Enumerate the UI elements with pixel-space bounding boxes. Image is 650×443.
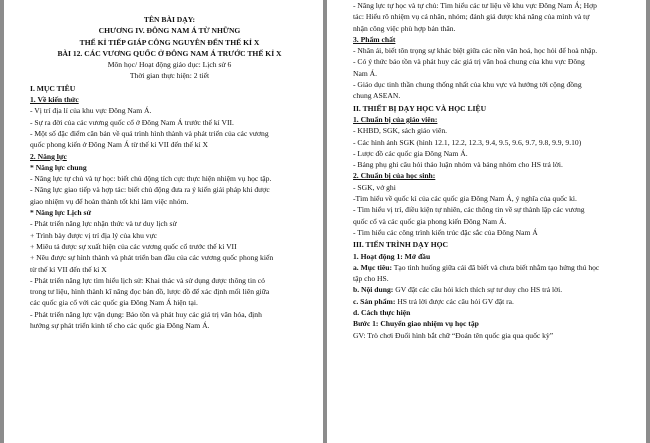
teacher-prep-item: - Lược đồ các quốc gia Đông Nam Á. xyxy=(353,148,468,158)
knowledge-item: - Một số đặc điểm căn bản về quá trình hình thành và phát triển của các vương xyxy=(30,128,269,138)
history-item-cont: các quốc gia cổ với các quốc gia Đông Nam Á hiện tại. xyxy=(30,298,198,308)
competency-item: - Năng lực tự chủ và tự học: biết chủ động tích cực thực hiện nhiệm vụ học tập. xyxy=(30,174,272,184)
subsection-competency: 2. Năng lực xyxy=(30,151,67,161)
student-prep-item: - Tìm hiểu vị trí, điều kiện tự nhiên, các thông tin về sự thành lập các vương xyxy=(353,205,585,215)
quality-item-cont: chung ASEAN. xyxy=(353,91,401,101)
history-item-cont: trong tư liệu, hình thành kĩ năng đọc bản đồ, lược đồ để xác định mối liên giữa xyxy=(30,287,270,297)
document-page-left xyxy=(4,0,323,443)
subject-line: Môn học/ Hoạt động giáo dục: Lịch sử 6 xyxy=(107,60,232,70)
product-text: HS trả lời được các câu hỏi GV đặt ra. xyxy=(395,296,514,306)
duration-line: Thời gian thực hiện: 2 tiết xyxy=(129,71,210,81)
procedure-heading: d. Cách thực hiện xyxy=(353,308,411,318)
history-item: - Phát triển năng lực nhận thức và tư duy lịch sử xyxy=(30,219,177,229)
section-teaching-process: III. TIẾN TRÌNH DẠY HỌC xyxy=(353,240,449,250)
selfstudy-line-cont: tác: Hiểu rõ nhiệm vụ cá nhân, nhóm; đánh giá được khả năng của mình và tự xyxy=(353,12,590,22)
chapter-heading-cont: THẾ KỈ TIẾP GIÁP CÔNG NGUYÊN ĐẾN THẾ KỈ X xyxy=(79,37,260,47)
teacher-prep-item: - KHBD, SGK, sách giáo viên. xyxy=(353,126,448,136)
student-prep-item: - SGK, vở ghi xyxy=(353,182,396,192)
knowledge-item: - Sự ra đời của các vương quốc cổ ở Đông Nam Á trước thế kỉ VII. xyxy=(30,117,234,127)
history-competency-heading: * Năng lực Lịch sử xyxy=(30,208,92,218)
content-text: GV đặt các câu hỏi kích thích sự tư duy cho HS trả lời. xyxy=(393,285,563,295)
competency-item-cont: giao nhiệm vụ để hoàn thành tốt khi làm việc nhóm. xyxy=(30,196,189,206)
chapter-heading: CHƯƠNG IV. ĐÔNG NAM Á TỪ NHỮNG xyxy=(98,26,241,36)
history-item: + Nêu được sự hình thành và phát triển ban đầu của các vương quốc phong kiến xyxy=(30,253,274,263)
selfstudy-line-cont: nhận công việc phù hợp bản thân. xyxy=(353,23,456,33)
quality-item: - Giáo dục tinh thần chung thống nhất của khu vực và hướng tới cộng đồng xyxy=(353,80,582,90)
quality-item-cont: Nam Á. xyxy=(353,68,378,78)
history-item: + Trình bày được vị trí địa lý của khu vực xyxy=(30,230,158,240)
subsection-qualities: 3. Phẩm chất xyxy=(353,34,396,44)
subsection-teacher-prep: 1. Chuẩn bị của giáo viên: xyxy=(353,114,438,124)
teacher-prep-item: - Bảng phụ ghi câu hỏi thảo luận nhóm và bảng nhóm cho HS trả lời. xyxy=(353,160,563,170)
student-prep-item-cont: quốc cổ và các quốc gia phong kiến Đông Nam Á. xyxy=(353,216,507,226)
selfstudy-line: - Năng lực tự học và tự chủ: Tìm hiểu các tư liệu về khu vực Đông Nam Á; Hợp xyxy=(353,1,597,10)
history-item: - Phát triển năng lực vận dụng: Bảo tồn và phát huy các giá trị văn hóa, định xyxy=(30,309,262,319)
knowledge-item-cont: quốc phong kiến ở Đông Nam Á từ thế kỉ VII đến thế kỉ X xyxy=(30,140,208,150)
objective-text: Tạo tình huống giữa cái đã biết và chưa biết nhằm tạo hứng thú học xyxy=(392,262,600,272)
doc-title: TÊN BÀI DẠY: xyxy=(143,15,196,24)
history-item-cont: hướng sự phát triển kinh tế cho các quốc gia Đông Nam Á. xyxy=(30,321,210,331)
quality-item: - Có ý thức bảo tồn và phát huy các giá trị văn hoá chung của khu vực Đông xyxy=(353,57,585,67)
competency-item: - Năng lực giao tiếp và hợp tác: biết chủ động đưa ra ý kiến giải pháp khi được xyxy=(30,185,270,195)
step-1-heading: Bước 1: Chuyển giao nhiệm vụ học tập xyxy=(353,319,479,329)
teacher-prep-item: - Các hình ảnh SGK (hình 12.1, 12.2, 12.3, 9.4, 9.5, 9.6, 9.7, 9.8, 9.9, 9.10) xyxy=(353,137,582,147)
knowledge-item: - Vị trí địa lí của khu vực Đông Nam Á. xyxy=(30,106,152,116)
history-item-cont: từ thế kỉ VII đến thế kỉ X xyxy=(30,264,107,274)
lesson-heading: BÀI 12. CÁC VƯƠNG QUỐC Ở ĐÔNG NAM Á TRƯỚC THẾ KỈ X xyxy=(57,48,282,58)
quality-item: - Nhân ái, biết tôn trọng sự khác biệt giữa các nền văn hoá, học hỏi để hoà nhập. xyxy=(353,46,598,56)
student-prep-item: - Tìm hiểu các công trình kiến trúc đặc sắc của Đông Nam Á xyxy=(353,227,538,237)
activity-1-heading: 1. Hoạt động 1: Mở đầu xyxy=(353,251,431,261)
content-line xyxy=(353,284,632,295)
subsection-student-prep: 2. Chuẩn bị của học sinh: xyxy=(353,171,436,181)
product-line xyxy=(353,296,632,307)
section-objectives: I. MỤC TIÊU xyxy=(30,83,76,93)
document-page-right xyxy=(327,0,646,443)
objective-label: a. Mục tiêu: xyxy=(353,262,393,272)
subsection-knowledge: 1. Về kiến thức xyxy=(30,95,79,105)
history-item: - Phát triển năng lực tìm hiểu lịch sử: Khai thác và sử dụng được thông tin có xyxy=(30,275,265,285)
history-item: + Miêu tả được sự xuất hiện của các vương quốc cổ trước thế kỉ VII xyxy=(30,241,237,251)
student-prep-item: -Tìm hiểu về quốc kì của các quốc gia Đông Nam Á, ý nghĩa của quốc kì. xyxy=(353,194,577,204)
objective-line-cont: tập cho HS. xyxy=(353,274,389,284)
objective-line xyxy=(353,262,632,273)
teacher-game-line: GV: Trò chơi Đuổi hình bắt chữ “Đoán tên quốc gia qua quốc kỳ” xyxy=(353,330,554,340)
product-label: c. Sản phẩm: xyxy=(353,296,396,306)
content-label: b. Nội dung: xyxy=(353,285,394,295)
section-equipment: II. THIẾT BỊ DẠY HỌC VÀ HỌC LIỆU xyxy=(353,103,487,113)
general-competency-heading: * Năng lực chung xyxy=(30,162,87,172)
